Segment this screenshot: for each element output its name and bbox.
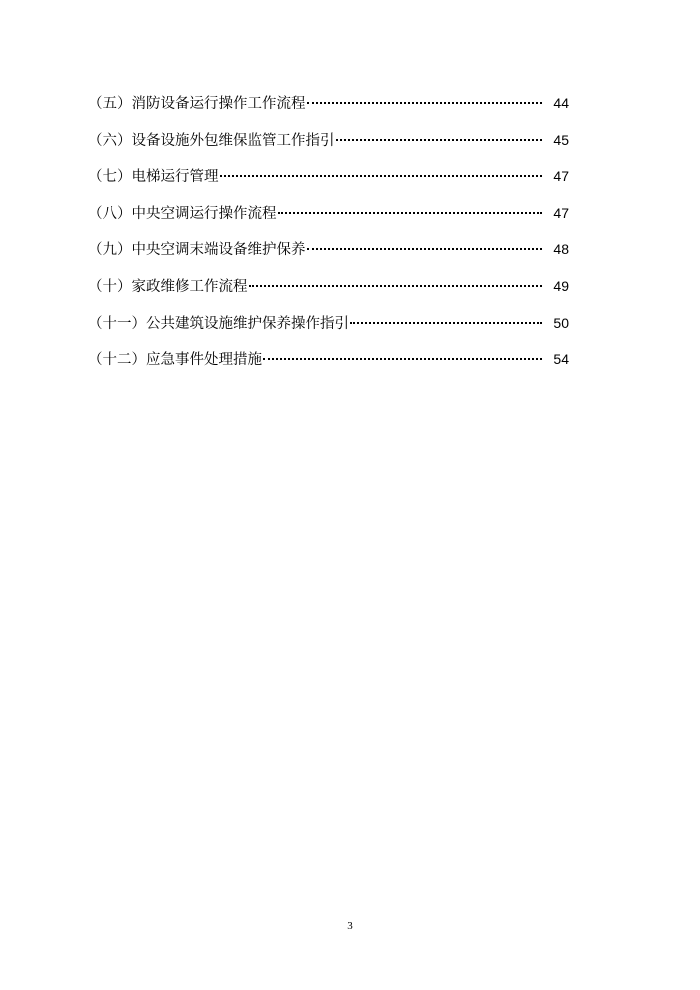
toc-entry[interactable] <box>88 272 569 309</box>
toc-entry-title: （十）家政维修工作流程 <box>88 278 248 295</box>
toc-leader-dots <box>220 175 543 177</box>
toc-leader-dots <box>249 285 543 287</box>
toc-entry-page: 54 <box>553 351 569 368</box>
toc-entry[interactable] <box>88 345 569 382</box>
toc-entry[interactable] <box>88 89 569 126</box>
toc-entry[interactable] <box>88 235 569 272</box>
toc-entry-page: 47 <box>553 204 569 221</box>
toc-leader-dots <box>307 248 543 250</box>
toc-entry[interactable] <box>88 309 569 346</box>
toc-entry-page: 48 <box>553 241 569 258</box>
table-of-contents <box>88 89 569 382</box>
toc-leader-dots <box>278 212 543 214</box>
toc-leader-dots <box>336 139 543 141</box>
toc-entry-title: （十二）应急事件处理措施 <box>88 352 262 369</box>
toc-entry-page: 45 <box>553 131 569 148</box>
toc-entry-title: （九）中央空调末端设备维护保养 <box>88 242 306 259</box>
toc-entry-title: （六）设备设施外包维保监管工作指引 <box>88 132 335 149</box>
toc-leader-dots <box>307 102 543 104</box>
toc-entry-page: 44 <box>553 95 569 111</box>
toc-entry[interactable] <box>88 126 569 163</box>
toc-entry-title: （五）消防设备运行操作工作流程 <box>88 96 306 112</box>
toc-entry[interactable] <box>88 199 569 236</box>
toc-leader-dots <box>350 322 542 324</box>
toc-entry-page: 47 <box>553 168 569 185</box>
toc-leader-dots <box>263 358 542 360</box>
page-number: 3 <box>347 920 353 932</box>
toc-entry-page: 50 <box>553 314 569 331</box>
toc-entry-page: 49 <box>553 277 569 294</box>
toc-entry-title: （七）电梯运行管理 <box>88 169 219 186</box>
toc-entry-title: （八）中央空调运行操作流程 <box>88 205 277 222</box>
toc-entry-title: （十一）公共建筑设施维护保养操作指引 <box>88 315 349 332</box>
toc-entry[interactable] <box>88 162 569 199</box>
